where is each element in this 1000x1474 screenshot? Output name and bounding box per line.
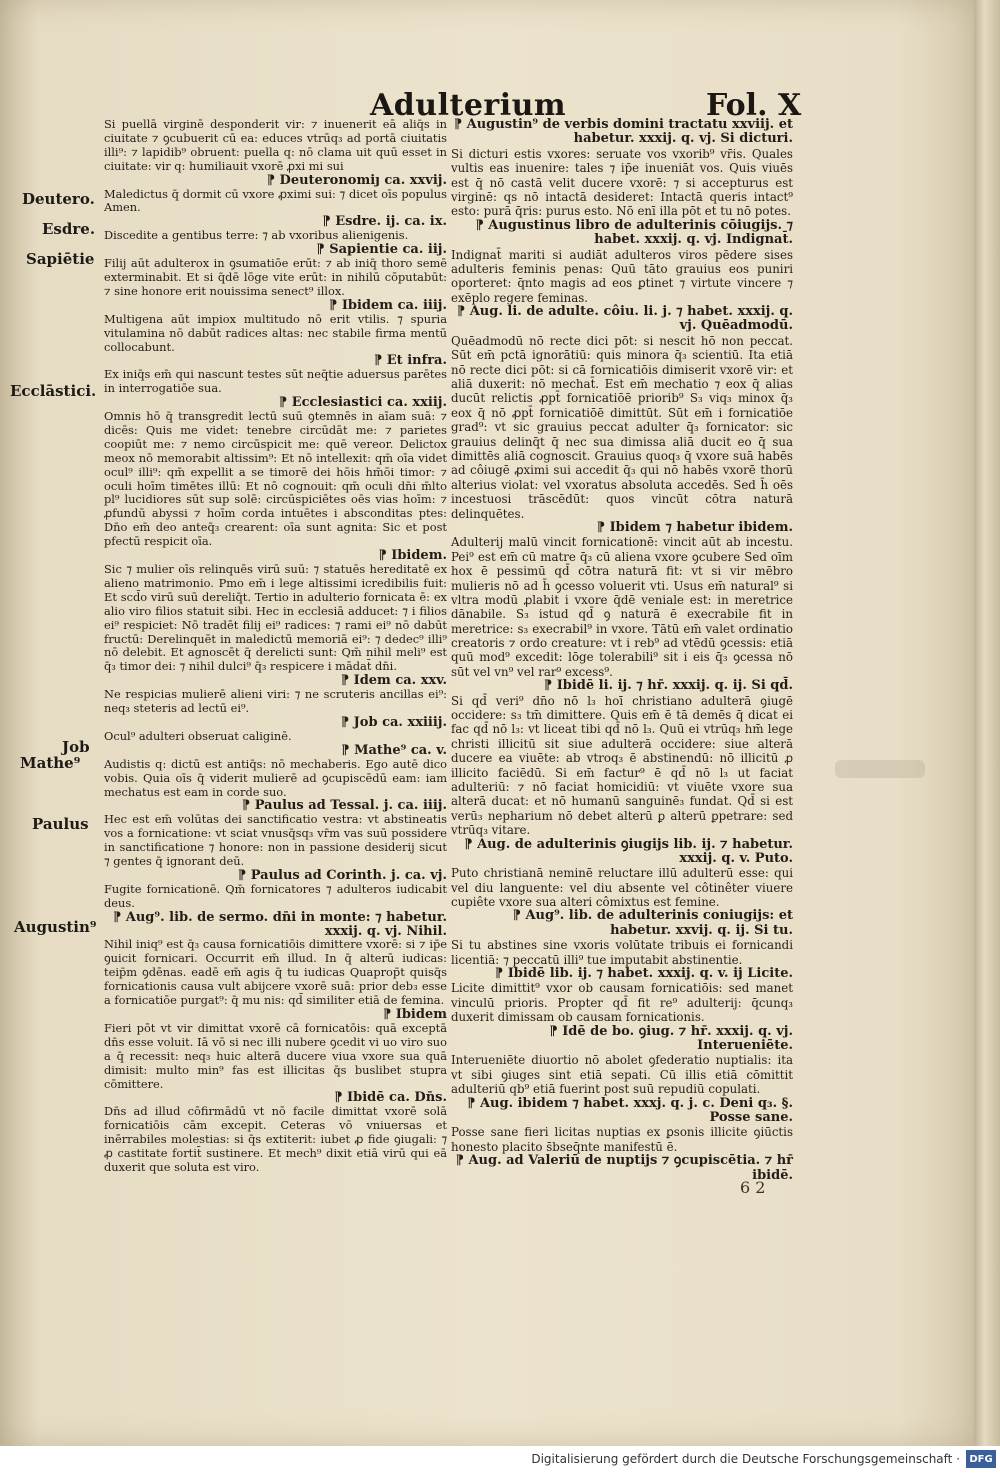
text-paragraph: Si puellā virginē desponderit vir: ⁊ inuenerit eā aliq̄s in ciuitate ⁊ ꝯcubuerit cū ea: educes vtrūq₃ ad portā ciuitatis illi⁹: ⁊ lapidib⁹ obruent: puella q: nō clama uit quū esset in ciuitate: vir q: humiliauit vxorē ꝓxi mi sui (104, 117, 447, 173)
margin-note-deutero: Deutero. (22, 190, 95, 208)
rubric-heading: ⁋ Sapientie ca. iij. (316, 242, 447, 258)
rubric-heading: ⁋ Ibidē ca. Dn̄s. (334, 1090, 447, 1106)
rubric-heading: ⁋ Aug. ad Valeriū de nuptijs ⁊ ꝯcupiscētia. ⁊ hr̄ ibidē. (455, 1153, 793, 1183)
rubric-heading: ⁋ Augustin⁹ de verbis domini tractatu xxviij. et habetur. xxxij. q. vj. Si dicturi. (453, 117, 793, 147)
rubric-heading: ⁋ Ibidē lib. ij. ⁊ habet. xxxij. q. v. ij Licite. (494, 966, 793, 982)
text-paragraph: Quēadmodū nō recte dici pōt: si nescit hō non peccat. Sūt em̄ pctā ignorātiū: quis minora q̄₃ scientiū. Ita etiā nō recte dici pōt: si cā fornicatiōis dimiserit vxorē vir: et aliā duxerit: nō mechat̄. Est em̄ mechatio ⁊ eox q̄ alias ducūt relictis ꝓpt̄ fornicatiōē priorib⁹ S₃ viq₃ minox q̄₃ eox q̄ nō ꝓpt̄ fornicatiōē dimittūt. Sūt em̄ i fornicatiōe grad⁹: vt sic grauius peccat adulter q̄₃ fornicator: sic grauius delinq̄t q̄ nec sua dimissa aliā ducit eo q̄ sua dimittēs aliā cognoscit. Grauius quoq₃ q̄ vxore suā habēs ad côiugē ꝓximi sui accedit q̄₃ qui nō habēs vxorē thorū alterius violat: vel vxoratus absoluta accedēs. Sed h̄ oēs incestuosi trāscēdūt: quos vincūt cōtra naturā delinquētes. (451, 333, 793, 521)
text-paragraph: Indignat̄ mariti si audiāt adulteros viros pēdere sises adulteris feminis penas: Quū tāto grauius eos puniri oporteret: q̄nto magis ad eos ꝑtinet ⁊ virtute vincere ⁊ exēplo regere feminas. (451, 247, 793, 305)
rubric-heading: ⁋ Paulus ad Corinth. j. ca. vj. (237, 867, 447, 883)
rubric-heading: ⁋ Aug. de adulterinis ꝯiugijs lib. ij. ⁊ habetur. xxxij. q. v. Puto. (464, 836, 793, 866)
text-paragraph: Filij aūt adulterox in ꝯsumatiōe erūt: ⁊ ab iniq̄ thoro semē exterminabit. Et si q̄dē lōge vite erūt: in nihilū cōputabūt: ⁊ sine honore erit nouissima senect⁹ illox. (104, 256, 447, 298)
funding-credit: Digitalisierung gefördert durch die Deutsche Forschungsgemeinschaft · (531, 1452, 960, 1466)
paper-stain (835, 760, 925, 778)
rubric-heading: ⁋ Et infra. (373, 353, 447, 369)
text-paragraph: Posse sane fieri licitas nuptias ex ꝑsonis illicite ꝯiūctis honesto placito s̄bseq̄nte manifestū ē. (451, 1125, 793, 1154)
rubric-heading: ⁋ Idem ca. xxv. (340, 673, 447, 689)
margin-note-sapientie: Sapiētie (26, 250, 95, 268)
text-paragraph: Dn̄s ad illud cōfirmādū vt nō facile dimittat vxorē solā fornicatiōis cām excepit. Ceteras vō vniuersas et inērrabiles molestias: si q̄s extiterit: iubet ꝓ fide ꝯiugali: ⁊ ꝓ castitate fortit̄ sustinere. Et mech⁹ dixit etiā virū qui eā duxerit que soluta est viro. (104, 1104, 447, 1174)
rubric-heading: ⁋ Aug. ibidem ⁊ habet. xxxj. q. j. c. Deni q₃. §. Posse sane. (467, 1095, 793, 1125)
text-paragraph: Ocul⁹ adulteri obseruat caliginē. (104, 728, 292, 743)
rubric-heading: ⁋ Aug. li. de adulte. côiu. li. j. ⁊ habet. xxxij. q. vj. Quēadmodū. (456, 304, 793, 334)
rubric-heading: ⁋ Ecclesiastici ca. xxiij. (278, 395, 447, 411)
margin-note-matthew: Mathe⁹ (20, 754, 81, 772)
text-paragraph: Fugite fornicationē. Qm̄ fornicatores ⁊ adulteros iudicabit deus. (104, 881, 447, 910)
text-paragraph: Ex iniq̄s em̄ qui nascunt testes sūt neq̄tie aduersus parētes in interrogatiōe sua. (104, 367, 447, 396)
text-paragraph: Multigena aūt impiox multitudo nō erit vtilis. ⁊ spuria vitulamina nō dabūt radices altas: nec stabile firma mentū collocabunt. (104, 311, 447, 354)
text-paragraph: Fieri pōt vt vir dimittat vxorē cā fornicatōis: quā exceptā dn̄s esse voluit. Iā vō si nec illi nubere ꝯcedit vi uo viro suo a q̄ recessit: neq₃ huic alterā ducere viua vxore sua quā dimisit: multo min⁹ fas est illicitas q̄s buslibet stupra cōmittere. (104, 1020, 447, 1091)
rubric-heading: ⁋ Ibidem ca. iiij. (329, 297, 447, 313)
margin-note-esdre: Esdre. (42, 220, 96, 238)
signature-mark: 6 2 (740, 1178, 766, 1197)
text-paragraph: Omnis hō q̄ transgredit lectū suū ꝯtemnēs in aīam suā: ⁊ dicēs: Quis me videt: tenebre circūdāt me: ⁊ parietes coopiūt me: ⁊ nemo circūspicit me: quē vereor. Delictox meox nō memorabit altissim⁹: Et nō intellexit: qm̄ oīa videt ocul⁹ illi⁹: qm̄ expellit a se timorē dei hōis hm̄ōi timor: ⁊ oculi hoīm timētes illū: Et nō cognouit: qm̄ oculi dn̄i m̄lto pl⁹ lucidiores sūt sup solē: circūspiciētes oēs vias hoīm: ⁊ ꝓfundū abyssi ⁊ hoīm corda intuētes i absconditas ptes: Dn̄o em̄ deo anteq̄₃ crearent: oīa sunt agnita: Sic et post pfectū respicit oīa. (104, 409, 447, 549)
right-text-column (451, 118, 793, 1183)
text-paragraph: Audistis q: dictū est antiq̄s: nō mechaberis. Ego autē dico vobis. Quia oīs q̄ viderit mulierē ad ꝯcupiscēdū eam: iam mechatus est eam in corde suo. (104, 756, 447, 799)
folio-number: Fol. X (706, 88, 802, 123)
text-paragraph: Sic ⁊ mulier oīs relinquēs virū suū: ⁊ statuēs hereditatē ex alieno matrimonio. Pmo em̄ i lege altissimi icredibilis fuit: Et scd̄o virū suū dereliq̄t. Tertio in adulterio fornicata ē: ex alio viro filios statuit sibi. Hec in ecclesiā adducet: ⁊ i filios ei⁹ respiciet: Nō tradēt filij ei⁹ radices: ⁊ rami ei⁹ nō dabūt fructū: Derelinquēt in maledictū memoriā ei⁹: ⁊ dedec⁹ illi⁹ nō delebit. Et agnoscēt q̄ derelicti sunt: Qm̄ nihil meli⁹ est q̄₃ timor dei: ⁊ nihil dulci⁹ q̄₃ respicere i mādat̄ dn̄i. (104, 562, 447, 674)
rubric-heading: ⁋ Ibidem (382, 1007, 447, 1022)
rubric-heading: ⁋ Paulus ad Tessal. j. ca. iiij. (241, 798, 447, 814)
text-paragraph: Hec est em̄ volūtas dei sanctificatio vestra: vt abstineatis vos a fornicatione: vt sciat vnusq̄sq₃ vr̄m vas suū possidere in sanctificatione ⁊ honore: non in passione desiderij sicut ⁊ gentes q̄ ignorant deū. (104, 812, 447, 869)
text-paragraph: Licite dimittit⁹ vxor ob causam fornicatiōis: sed manet vinculū prioris. Propter qd̄ fit re⁹ adulterij: q̄cunq₃ duxerit dimissam ob causam fornicationis. (451, 981, 793, 1025)
text-paragraph: Ne respicias mulierē alieni viri: ⁊ ne scruteris ancillas ei⁹: neq₃ steteris ad lectū ei⁹. (104, 687, 447, 716)
rubric-heading: ⁋ Ibidem ⁊ habetur ibidem. (596, 519, 793, 535)
text-paragraph: Si tu abstines sine vxoris volūtate tribuis ei fornicandi licentiā: ⁊ peccatū illi⁹ tue imputabit abstinentie. (451, 938, 793, 967)
text-paragraph: Maledictus q̄ dormit cū vxore ꝓximi sui: ⁊ dicet oīs populus Amen. (104, 186, 447, 215)
margin-note-augustinus: Augustin⁹ (14, 918, 97, 936)
margin-note-ecclesiastici: Ecclāstici. (10, 382, 97, 400)
margin-note-paulus: Paulus (32, 815, 89, 833)
rubric-heading: ⁋ Esdre. ij. ca. ix. (322, 214, 447, 230)
text-paragraph: Discedite a gentibus terre: ⁊ ab vxoribus alienigenis. (104, 228, 409, 243)
text-paragraph: Si qd̄ veri⁹ dn̄o nō l₃ hoī christiano adulterā ꝯiugē occidere: s₃ tm̄ dimittere. Quis em̄ ē tā demēs q̄ dicat ei fac qd̄ nō l₃: vt liceat tibi qd̄ nō l₃. Quū ei vtrūq₃ hm̄ lege christi illicitū sit siue adulterā occidere: siue alterā ducere ea viuēte: ab vtroq₃ ē abstinendū: nō illicitū ꝓ illicito faciēdū. Si em̄ factur⁹ ē qd̄ nō l₃ ut faciat adulteriū: ⁊ nō faciat homicidiū: vt viuēte vxore sua alterā ducat: et nō humanū sanguinē₃ fundat. Qd̄ si est verū₃ nepharium nō debet alterū ꝑ alterū ꝑpetrare: sed vtrūq₃ vitare. (451, 693, 793, 838)
page-edges (974, 0, 1000, 1446)
rubric-heading: ⁋ Aug⁹. lib. de sermo. dn̄i in monte: ⁊ habetur. xxxij. q. vj. Nihil. (112, 909, 447, 939)
rubric-heading: ⁋ Ibidem. (378, 548, 447, 564)
text-paragraph: Nihil iniq⁹ est q̄₃ causa fornicatiōis dimittere vxorē: si ⁊ ip̄e ꝯuicit fornicari. Occurrit em̄ illud. In q̄ alterū iudicas: teip̄m ꝯdēnas. eadē em̄ agis q̄ tu iudicas Quaprop̄t quisq̄s fornicationis causa vult abijcere vxorē suā: prior deb₃ esse a fornicatiōe purgat⁹: q̄ mu nis: qd̄ similiter etiā de femina. (104, 937, 447, 1008)
text-paragraph: Puto christianā neminē reluctare illū adulterū esse: qui vel diu languente: vel diu absente vel côtinêter viuere cupiête vxore sua alteri cômixtus est femine. (451, 866, 793, 910)
rubric-heading: ⁋ Ibidē li. ij. ⁊ hr̄. xxxij. q. ij. Si qd̄. (543, 678, 793, 694)
rubric-heading: ⁋ Job ca. xxiiij. (340, 714, 447, 730)
dfg-logo: DFG (966, 1450, 996, 1468)
rubric-heading: ⁋ Idē de bo. ꝯiug. ⁊ hr̄. xxxij. q. vj. Interueniēte. (549, 1023, 793, 1053)
text-paragraph: Adulterij malū vincit fornicationē: vincit aūt ab incestu. Pei⁹ est em̄ cū matre q̄₃ cū aliena vxore ꝯcubere Sed oīm hox ē pessimū qd̄ cōtra naturā fit: vt si vir mēbro mulieris nō ad h̄ ꝯcesso voluerit vti. Usus em̄ natural⁹ si vltra modū ꝓlabit i vxore q̄dē veniale est: in meretrice dānabile. S₃ istud qd̄ ꝯ naturā ē execrabile fit in meretrice: s₃ execrabil⁹ in vxore. Tātū em̄ valet ordinatio creatoris ⁊ ordo creature: vt i reb⁹ ad vtēdū ꝯcessis: etiā quū mod⁹ excedit: lōge tolerabili⁹ sit i eis q̄₃ ꝯcessa nō sūt vel vn⁹ vel rar⁹ excess⁹. (451, 535, 793, 679)
left-text-column (104, 118, 447, 1175)
text-paragraph: Interueniēte diuortio nō abolet ꝯfederatio nuptialis: ita vt sibi ꝯiuges sint etiā sepati. Cū illis etiā cōmittit adulteriū qb⁹ etiā fuerint post suū repudiū copulati. (451, 1053, 793, 1097)
margin-note-job: Job (62, 738, 90, 756)
rubric-heading: ⁋ Aug⁹. lib. de adulterinis coniugijs: et habetur. xxvij. q. ij. Si tu. (512, 908, 793, 938)
text-paragraph: Si dicturi estis vxores: seruate vos vxorib⁹ vr̄is. Quales vultis eas inuenire: tales ⁊ ip̄e inueniāt vos. Quis viuēs est q̄ nō castā velit ducere vxorē: ⁊ si accepturus est virginē: qs nō intactā desideret: Intactā queris intact⁹ esto: purā q̄ris: purus esto. Nō enī illa pōt et tu nō potes. (451, 146, 793, 219)
rubric-heading: ⁋ Augustinus libro de adulterinis cōiugijs. ⁊ habet. xxxij. q. vj. Indignat̄. (475, 217, 793, 248)
rubric-heading: ⁋ Deuteronomiȷ ca. xxvij. (266, 172, 447, 188)
rubric-heading: ⁋ Mathe⁹ ca. v. (341, 742, 447, 758)
running-title: Adulterium (370, 88, 567, 123)
